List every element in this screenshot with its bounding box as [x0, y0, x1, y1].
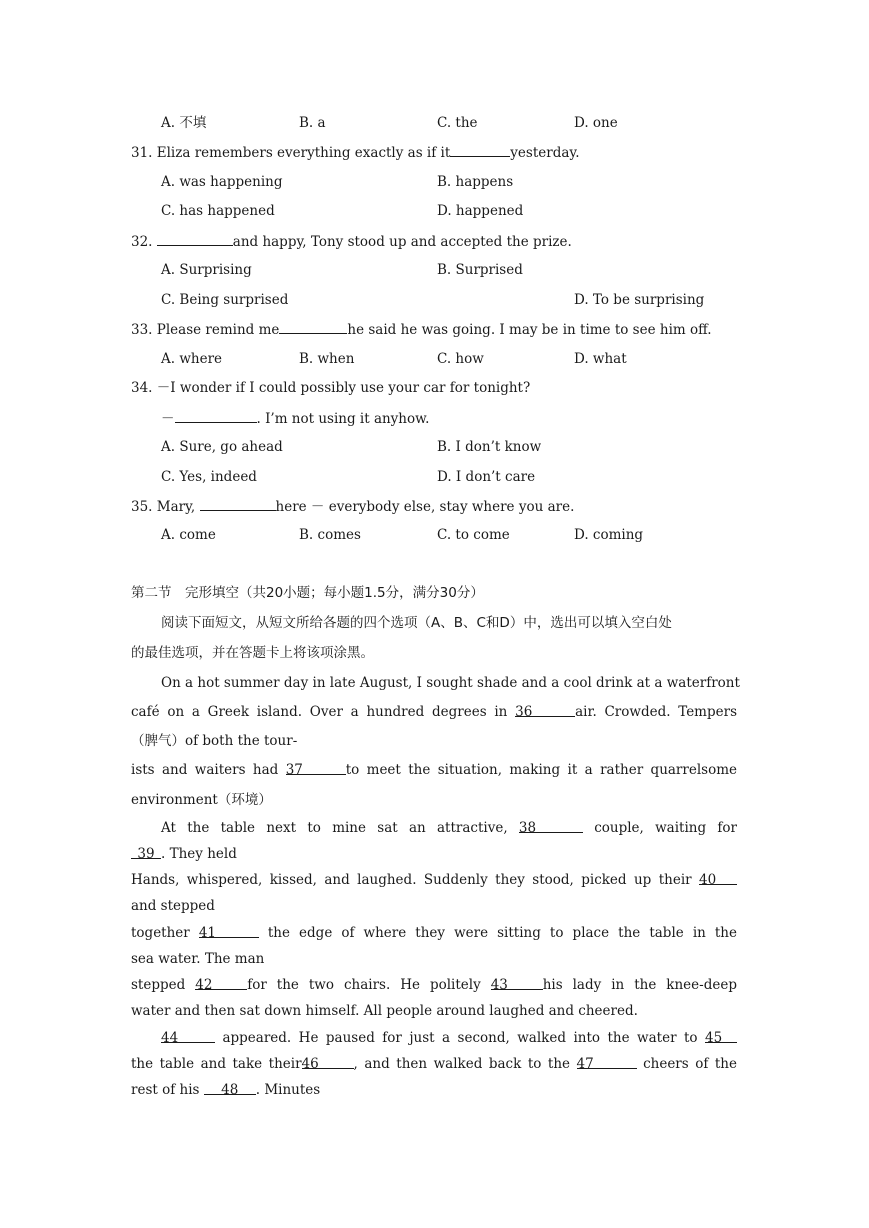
answer-blank: [279, 320, 347, 334]
blank-38: 38: [519, 819, 583, 833]
q32-option-c: C. Being surprised: [161, 292, 289, 308]
q33-option-b: B. when: [299, 351, 355, 367]
q35-option-a: A. come: [161, 527, 216, 543]
blank-45: 45: [705, 1029, 737, 1043]
q30-option-c: C. the: [437, 115, 478, 131]
q31-option-c: C. has happened: [161, 203, 275, 219]
q31-stem: 31. Eliza remembers everything exactly as if it yesterday.: [131, 145, 580, 161]
q33-option-c: C. how: [437, 351, 484, 367]
section-heading: 第二节 完形填空（共20小题；每小题1.5分，满分30分）: [131, 585, 484, 601]
q34-option-d: D. I don’t care: [437, 469, 536, 485]
passage-line: rest of his 48 . Minutes: [131, 1082, 321, 1098]
q33-option-d: D. what: [574, 351, 627, 367]
blank-47: 47: [577, 1055, 637, 1069]
blank-36: 36: [515, 703, 575, 717]
q34-option-c: C. Yes, indeed: [161, 469, 257, 485]
passage-line: On a hot summer day in late August, I sought shade and a cool drink at a waterfront: [161, 675, 740, 691]
q34-reply: － . I’m not using it anyhow.: [161, 411, 430, 427]
passage-line: 44 appeared. He paused for just a second, walked into the water to 45: [161, 1029, 737, 1047]
q30-option-b: B. a: [299, 115, 326, 131]
q35-option-c: C. to come: [437, 527, 510, 543]
passage-line: the table and take their46 , and then walked back to the 47 cheers of the: [131, 1056, 737, 1072]
section-instructions-line1: 阅读下面短文，从短文所给各题的四个选项（A、B、C和D）中，选出可以填入空白处: [161, 615, 672, 631]
q35-option-b: B. comes: [299, 527, 361, 543]
section-instructions-line2: 的最佳选项，并在答题卡上将该项涂黑。: [131, 645, 374, 661]
q30-option-d: D. one: [574, 115, 618, 131]
passage-line: and stepped: [131, 898, 215, 914]
passage-line: together 41 the edge of where they were sitting to place the table in the: [131, 925, 737, 941]
q34-option-b: B. I don’t know: [437, 439, 542, 455]
q32-option-b: B. Surprised: [437, 262, 523, 278]
passage-line: At the table next to mine sat an attractive, 38 couple, waiting for: [161, 820, 737, 836]
blank-46: 46: [302, 1055, 354, 1069]
blank-37: 37: [286, 761, 346, 775]
q34-stem: 34. －I wonder if I could possibly use your car for tonight?: [131, 380, 531, 396]
answer-blank: [175, 409, 257, 423]
passage-line: sea water. The man: [131, 951, 265, 967]
q35-option-d: D. coming: [574, 527, 644, 543]
passage-line: water and then sat down himself. All people around laughed and cheered.: [131, 1003, 638, 1019]
blank-42: 42: [195, 976, 247, 990]
answer-blank: [450, 143, 510, 157]
answer-blank: [157, 232, 233, 246]
passage-line: ists and waiters had 37 to meet the situation, making it a rather quarrelsome: [131, 762, 737, 778]
passage-line: environment（环境）: [131, 792, 272, 808]
q34-option-a: A. Sure, go ahead: [161, 439, 283, 455]
q31-option-d: D. happened: [437, 203, 524, 219]
passage-line: Hands, whispered, kissed, and laughed. Suddenly they stood, picked up their 40: [131, 871, 737, 889]
blank-40: 40: [699, 871, 737, 885]
q32-stem: 32. and happy, Tony stood up and accepted the prize.: [131, 234, 572, 250]
blank-43: 43: [491, 976, 543, 990]
blank-48: 48: [204, 1081, 256, 1095]
blank-41: 41: [199, 924, 259, 938]
passage-line: 39 . They held: [131, 845, 737, 863]
q31-option-a: A. was happening: [161, 174, 283, 190]
q32-option-d: D. To be surprising: [574, 292, 705, 308]
passage-line: café on a Greek island. Over a hundred degrees in 36 air. Crowded. Tempers: [131, 704, 737, 720]
passage-line: stepped 42 for the two chairs. He politely 43 his lady in the knee-deep: [131, 977, 737, 993]
blank-39: 39: [131, 845, 161, 859]
blank-44: 44: [161, 1029, 215, 1043]
q35-stem: 35. Mary, here － everybody else, stay where you are.: [131, 499, 575, 515]
answer-blank: [200, 497, 276, 511]
passage-line: （脾气）of both the tour-: [131, 733, 298, 749]
q33-stem: 33. Please remind me he said he was going. I may be in time to see him off.: [131, 322, 712, 338]
q33-option-a: A. where: [161, 351, 223, 367]
q30-option-a: A. 不填: [161, 115, 207, 131]
q32-option-a: A. Surprising: [161, 262, 252, 278]
q31-option-b: B. happens: [437, 174, 514, 190]
